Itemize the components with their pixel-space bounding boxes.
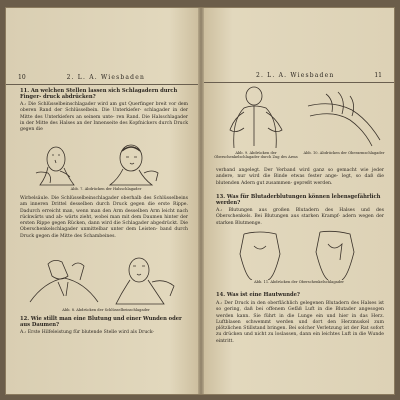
figure-8-illustration [24,252,188,308]
right-running-title: 2. L. A. Wiesbaden [255,72,335,79]
q12-title: 12. Wie stillt man eine Blutung und einer Wunden oder aus Daumen? [20,316,182,329]
q13-answer: A.: Blutungen aus großen Blutadern des Halses und des Oberschenkels. Bei Blutungen aus starken Krampf- adern wegen der starken Blutmenge. [216,208,384,226]
q14-title: 14. Was ist eine Hautwunde? [216,292,300,298]
q13-title: 13. Was für Blutaderblutungen können lebensgefährlich werden? [216,194,381,207]
left-page-number: 10 [18,74,26,81]
figure-8 [24,252,188,314]
right-page-number: 11 [374,72,382,79]
figure-9 [214,86,298,164]
right-page-header [204,70,394,83]
q11-title: 11. An welchen Stellen lassen sich Schlagadern durch Finger- druck abdrücken? [20,88,178,101]
figure-7 [26,143,186,193]
q11-answer: A.: Die Schlüsselbeinschlagader wird am gut Querfinger breit vor dem oberen Rand der Schlüsselbein. Die Unterkiefer- schlagader in der Mitte des Unterkiefers an seinem unte- ren Rand. Die Halsschlagader in der Mitte des Halses an der Innenseite des Kopfnickers durch Druck gegen die [20,102,188,133]
q14-answer: A.: Der Druck in den oberflächlich gelegenen Blutadern des Halses ist so gering, daß bei offenem Gefäß Luft in die Blutader angesogen werden kann. Sie führt in die Lunge ein und hier in das Herz. Luftblasen schwemmt werden und dort den Herzmuskel zum plötzlichen Stillstand bringen. Bei solcher Verletzung ist der Rat sofort zu drücken und nicht zu loslassen, dann ein leichtes Luft in die Wunde eintritt. [216,301,384,344]
left-running-title: 2. L. A. Wiesbaden [66,74,146,81]
figure-11 [224,230,374,288]
figure-11-illustration [224,230,374,280]
figure-7-illustration [26,143,186,193]
left-middle-text: Wirbelsäule. Die Schlüsselbeinschlagader oberhalb des Schlüsselbeins am inneren Drittel desselben durch Druck gegen die erste Rippe. Dadurch erreicht man, wenn man den Arm desselben Arm leicht nach rückwärts und ab- wärts zieht, wobei man mit dem Daumen hinter der ersten Rippe gegen Rücken, dann wird die Schlagader abgedrückt. Die Oberschenkelschlagader unmittelbar unter dem Leisten- band durch Druck gegen die Mitte des Schambeines. [20,196,188,239]
figure-9-illustration [214,86,298,150]
right-top-text: verband angelegt. Der Verband wird ganz so gemacht wie jeder andere, nur wird die Binde etwas fester ange- legt, so daß die blutenden Adern gut zusammen- gepreßt werden. [216,168,384,186]
figure-10 [302,86,386,164]
left-page [6,8,198,394]
figure-7-caption: Abb. 7. Abdrücken der Halsschlagader [70,187,142,191]
figure-8-caption: Abb. 8. Abdrücken der Schlüsselbeinschlagader [62,308,150,312]
right-page [204,8,394,394]
figure-9-caption: Abb. 9. Abdrücken der Oberschenkelschlagader durch Zug des Arms [214,151,298,159]
left-page-header [6,72,198,85]
figure-10-caption: Abb. 10. Abdrücken der Oberarmschlagader [303,151,385,155]
q12-answer: A.: Erste Hilfeleistung für blutende Stelle wird als Druck- [20,330,155,335]
book-spread [6,8,394,394]
figure-10-illustration [302,86,386,150]
figure-11-caption: Abb. 11. Abdrücken der Oberschenkelschlagader [254,280,344,284]
